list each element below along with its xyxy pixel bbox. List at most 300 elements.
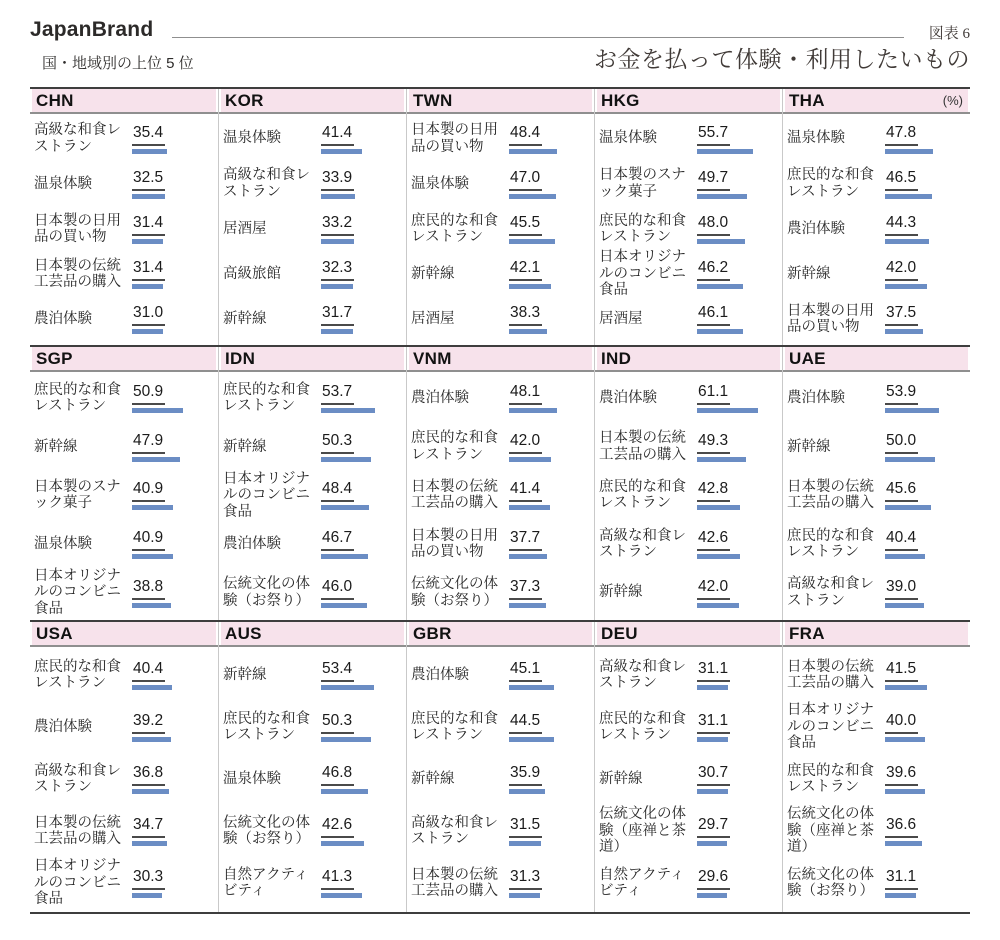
item-label: 庶民的な和食レストラン — [599, 212, 686, 245]
item-label: 高級な和食レストラン — [787, 576, 874, 609]
value-bar — [321, 239, 354, 244]
ranking-item — [599, 649, 782, 701]
item-value: 31.5 — [509, 816, 542, 838]
ranking-item — [223, 297, 406, 342]
item-value-block — [132, 712, 171, 742]
value-bar — [132, 893, 162, 898]
item-label: 新幹線 — [411, 265, 455, 282]
item-value-block — [885, 480, 931, 510]
ranking-item — [599, 161, 782, 206]
item-value: 35.9 — [509, 764, 542, 786]
value-bar — [885, 239, 929, 244]
ranking-item — [599, 520, 782, 569]
item-value: 42.0 — [885, 259, 918, 281]
item-label: 居酒屋 — [223, 220, 267, 237]
ranking-item — [223, 116, 406, 161]
item-value-block — [697, 259, 743, 289]
ranking-item — [34, 701, 218, 753]
ranking-item — [599, 471, 782, 520]
item-label: 新幹線 — [599, 770, 643, 787]
item-label: 日本製の日用品の買い物 — [411, 527, 498, 561]
country-code-label: AUS — [225, 623, 262, 643]
item-value: 48.4 — [509, 124, 542, 146]
value-bar — [697, 329, 743, 334]
item-value: 30.3 — [132, 868, 165, 890]
value-bar — [885, 841, 922, 846]
item-value: 48.0 — [697, 214, 730, 236]
item-value: 37.7 — [509, 529, 542, 551]
country-header-band — [407, 622, 594, 647]
ranking-item — [411, 701, 594, 753]
item-value: 47.0 — [509, 169, 542, 191]
value-bar — [509, 284, 551, 289]
item-label: 日本製の伝統工芸品の購入 — [34, 814, 121, 847]
item-value: 46.7 — [321, 529, 354, 551]
value-bar — [697, 893, 727, 898]
ranking-item — [411, 805, 594, 857]
value-bar — [885, 149, 933, 154]
ranking-list — [595, 114, 782, 345]
item-label: 農泊体験 — [223, 535, 281, 552]
item-value-block — [509, 578, 546, 608]
item-value-block — [697, 480, 740, 510]
value-bar — [509, 457, 551, 462]
item-label: 温泉体験 — [223, 130, 281, 147]
value-bar — [885, 789, 925, 794]
item-label: 庶民的な和食レストラン — [223, 710, 310, 743]
value-bar — [321, 841, 364, 846]
ranking-list — [783, 114, 970, 345]
item-value-block — [509, 383, 557, 413]
item-value-block — [885, 816, 922, 846]
item-value: 42.0 — [509, 432, 542, 454]
ranking-item — [223, 649, 406, 701]
item-value: 46.5 — [885, 169, 918, 191]
item-value-block — [509, 712, 554, 742]
item-value-block — [321, 816, 364, 846]
country-row — [30, 345, 970, 620]
ranking-list — [407, 114, 594, 345]
item-label: 日本製の日用品の買い物 — [411, 122, 498, 155]
item-value: 40.4 — [132, 660, 165, 682]
item-value: 40.9 — [132, 529, 165, 551]
item-label: 庶民的な和食レストラン — [223, 381, 310, 415]
country-header-band-fill — [32, 622, 216, 645]
country-code-label: HKG — [601, 90, 640, 110]
item-label: 庶民的な和食レストラン — [599, 478, 686, 512]
item-value-block — [321, 383, 375, 413]
item-label: 農泊体験 — [411, 390, 469, 407]
item-value-block — [132, 383, 183, 413]
value-bar — [132, 194, 165, 199]
item-label: 農泊体験 — [411, 666, 469, 683]
item-value: 36.8 — [132, 764, 165, 786]
item-value: 46.2 — [697, 259, 730, 281]
item-value-block — [132, 214, 165, 244]
item-value-block — [321, 578, 367, 608]
country-grid — [30, 87, 970, 914]
ranking-item — [787, 649, 970, 701]
ranking-item — [411, 423, 594, 472]
item-label: 居酒屋 — [411, 311, 455, 328]
ranking-item — [599, 297, 782, 342]
item-value: 47.8 — [885, 124, 918, 146]
item-value: 42.6 — [697, 529, 730, 551]
ranking-item — [599, 753, 782, 805]
value-bar — [321, 789, 368, 794]
value-bar — [321, 408, 375, 413]
item-label: 温泉体験 — [223, 770, 281, 787]
value-bar — [321, 284, 353, 289]
country-code-label: KOR — [225, 90, 264, 110]
ranking-item — [34, 252, 218, 297]
ranking-list — [219, 647, 406, 912]
value-bar — [697, 284, 743, 289]
country-block — [406, 89, 594, 345]
item-value: 39.2 — [132, 712, 165, 734]
country-header-band — [219, 89, 406, 114]
item-value: 42.8 — [697, 480, 730, 502]
item-value-block — [885, 578, 924, 608]
item-label: 日本製の伝統工芸品の購入 — [787, 478, 874, 512]
ranking-list — [407, 372, 594, 620]
value-bar — [509, 239, 555, 244]
item-label: 農泊体験 — [787, 220, 845, 237]
value-bar — [697, 841, 727, 846]
item-value-block — [132, 480, 173, 510]
page-title: お金を払って体験・利用したいもの — [594, 47, 970, 72]
value-bar — [321, 194, 355, 199]
item-value-block — [697, 578, 739, 608]
item-label: 新幹線 — [599, 584, 643, 601]
item-label: 温泉体験 — [599, 130, 657, 147]
ranking-item — [223, 161, 406, 206]
ranking-item — [34, 649, 218, 701]
country-header-band-fill — [221, 347, 404, 370]
item-label: 温泉体験 — [787, 130, 845, 147]
item-value: 44.5 — [509, 712, 542, 734]
value-bar — [132, 505, 173, 510]
ranking-item — [34, 297, 218, 342]
item-value: 50.3 — [321, 712, 354, 734]
country-header-band — [595, 89, 782, 114]
ranking-item — [223, 701, 406, 753]
item-value: 33.2 — [321, 214, 354, 236]
item-value-block — [697, 383, 758, 413]
ranking-item — [599, 568, 782, 617]
country-block — [406, 622, 594, 912]
ranking-list — [595, 372, 782, 620]
item-value-block — [885, 383, 939, 413]
item-label: 新幹線 — [223, 438, 267, 455]
item-label: 庶民的な和食レストラン — [787, 167, 874, 200]
country-block — [218, 347, 406, 620]
item-value: 29.7 — [697, 816, 730, 838]
item-value: 39.6 — [885, 764, 918, 786]
item-value: 50.9 — [132, 383, 165, 405]
item-value: 29.6 — [697, 868, 730, 890]
item-value: 42.6 — [321, 816, 354, 838]
item-value-block — [509, 169, 556, 199]
item-label: 日本製の伝統工芸品の購入 — [411, 478, 498, 512]
value-bar — [321, 505, 369, 510]
item-label: 農泊体験 — [787, 390, 845, 407]
item-value-block — [132, 529, 173, 559]
country-header-band — [783, 89, 970, 114]
country-code-label: UAE — [789, 348, 826, 368]
item-label: 高級な和食レストラン — [599, 658, 686, 691]
ranking-item — [599, 805, 782, 857]
value-bar — [132, 239, 163, 244]
item-value-block — [321, 124, 362, 154]
item-value-block — [509, 432, 551, 462]
item-value-block — [509, 214, 555, 244]
item-value: 31.4 — [132, 259, 165, 281]
value-bar — [321, 149, 362, 154]
item-value-block — [885, 124, 933, 154]
ranking-item — [223, 423, 406, 472]
item-label: 庶民的な和食レストラン — [34, 658, 121, 691]
item-value-block — [321, 480, 369, 510]
ranking-list — [219, 372, 406, 620]
country-code-label: SGP — [36, 348, 73, 368]
value-bar — [697, 685, 728, 690]
value-bar — [132, 841, 167, 846]
country-header-band-fill — [597, 347, 780, 370]
ranking-item — [787, 471, 970, 520]
item-value: 32.5 — [132, 169, 165, 191]
item-value-block — [885, 529, 925, 559]
ranking-item — [787, 206, 970, 251]
value-bar — [509, 149, 557, 154]
item-label: 農泊体験 — [34, 311, 92, 328]
country-code-label: IND — [601, 348, 632, 368]
value-bar — [885, 737, 925, 742]
item-value-block — [697, 304, 743, 334]
item-value: 38.8 — [132, 578, 165, 600]
ranking-item — [411, 374, 594, 423]
item-value-block — [321, 529, 368, 559]
header-rule-line — [172, 37, 904, 38]
country-header-band-fill — [409, 347, 592, 370]
item-value-block — [132, 432, 180, 462]
country-code-label: VNM — [413, 348, 452, 368]
item-value-block — [509, 480, 550, 510]
country-header-band-fill — [221, 89, 404, 112]
country-block — [218, 622, 406, 912]
item-label: 日本製の伝統工芸品の購入 — [34, 257, 121, 291]
item-label: 日本オリジナルのコンビニ食品 — [34, 567, 121, 617]
ranking-item — [787, 374, 970, 423]
ranking-item — [411, 753, 594, 805]
page-subtitle: 国・地域別の上位 5 位 — [42, 55, 194, 72]
value-bar — [132, 457, 180, 462]
item-value: 31.0 — [132, 304, 165, 326]
item-value-block — [697, 816, 730, 846]
item-value: 50.0 — [885, 432, 918, 454]
item-value-block — [885, 764, 925, 794]
item-value: 47.9 — [132, 432, 165, 454]
value-bar — [697, 408, 758, 413]
item-label: 高級な和食レストラン — [223, 167, 310, 200]
item-label: 日本製の日用品の買い物 — [787, 302, 874, 336]
ranking-item — [411, 297, 594, 342]
ranking-item — [34, 423, 218, 472]
country-row — [30, 87, 970, 345]
item-label: 新幹線 — [411, 770, 455, 787]
item-value-block — [509, 660, 554, 690]
value-bar — [885, 457, 935, 462]
item-value-block — [132, 868, 165, 898]
item-label: 伝統文化の体験（座禅と茶道） — [599, 806, 686, 856]
item-value-block — [509, 816, 542, 846]
ranking-item — [599, 374, 782, 423]
item-value-block — [132, 764, 169, 794]
item-value-block — [132, 660, 172, 690]
item-label: 居酒屋 — [599, 311, 643, 328]
value-bar — [132, 329, 163, 334]
value-bar — [321, 457, 371, 462]
item-value: 61.1 — [697, 383, 730, 405]
ranking-list — [595, 647, 782, 912]
item-value: 49.3 — [697, 432, 730, 454]
value-bar — [132, 408, 183, 413]
item-value: 39.0 — [885, 578, 918, 600]
item-value-block — [697, 214, 745, 244]
country-block — [594, 89, 782, 345]
ranking-item — [787, 753, 970, 805]
item-value-block — [697, 169, 747, 199]
ranking-item — [223, 520, 406, 569]
value-bar — [321, 893, 362, 898]
ranking-item — [411, 161, 594, 206]
country-code-label: IDN — [225, 348, 256, 368]
value-bar — [321, 603, 367, 608]
item-value: 36.6 — [885, 816, 918, 838]
value-bar — [697, 457, 746, 462]
item-value-block — [132, 169, 165, 199]
value-bar — [697, 239, 745, 244]
ranking-item — [787, 116, 970, 161]
country-header-band — [783, 622, 970, 647]
value-bar — [509, 893, 540, 898]
item-value: 53.7 — [321, 383, 354, 405]
value-bar — [885, 284, 927, 289]
item-value: 34.7 — [132, 816, 165, 838]
item-value-block — [509, 304, 547, 334]
item-label: 新幹線 — [787, 265, 831, 282]
value-bar — [509, 408, 557, 413]
item-label: 新幹線 — [223, 311, 267, 328]
ranking-item — [787, 701, 970, 753]
value-bar — [132, 603, 171, 608]
item-label: 日本製の伝統工芸品の購入 — [787, 658, 874, 691]
ranking-item — [787, 857, 970, 909]
item-label: 日本製のスナック菓子 — [599, 167, 686, 200]
value-bar — [132, 737, 171, 742]
country-header-band-fill — [221, 622, 404, 645]
value-bar — [509, 685, 554, 690]
item-label: 温泉体験 — [34, 535, 92, 552]
ranking-item — [787, 252, 970, 297]
item-label: 新幹線 — [787, 438, 831, 455]
item-value: 40.0 — [885, 712, 918, 734]
ranking-item — [34, 568, 218, 617]
value-bar — [509, 603, 546, 608]
ranking-item — [787, 568, 970, 617]
value-bar — [885, 329, 923, 334]
ranking-item — [787, 297, 970, 342]
item-value: 40.9 — [132, 480, 165, 502]
item-label: 日本製の伝統工芸品の購入 — [599, 430, 686, 463]
value-bar — [509, 554, 547, 559]
item-value: 48.4 — [321, 480, 354, 502]
ranking-item — [34, 520, 218, 569]
item-value-block — [885, 214, 929, 244]
item-value: 45.5 — [509, 214, 542, 236]
item-value-block — [132, 124, 167, 154]
ranking-item — [223, 471, 406, 520]
country-block — [782, 622, 970, 912]
item-value-block — [321, 304, 354, 334]
item-value-block — [697, 868, 730, 898]
country-block — [782, 89, 970, 345]
value-bar — [885, 194, 932, 199]
item-label: 庶民的な和食レストラン — [411, 430, 498, 463]
item-value-block — [321, 712, 371, 742]
ranking-item — [411, 568, 594, 617]
country-code-label: FRA — [789, 623, 825, 643]
item-value-block — [885, 432, 935, 462]
item-value: 37.5 — [885, 304, 918, 326]
item-value-block — [697, 712, 730, 742]
ranking-item — [34, 374, 218, 423]
item-value: 30.7 — [697, 764, 730, 786]
item-label: 日本オリジナルのコンビニ食品 — [223, 470, 310, 520]
item-label: 新幹線 — [223, 666, 267, 683]
item-value: 31.3 — [509, 868, 542, 890]
item-value-block — [697, 764, 730, 794]
item-value: 31.1 — [697, 660, 730, 682]
country-code-label: DEU — [601, 623, 638, 643]
country-block — [218, 89, 406, 345]
ranking-list — [219, 114, 406, 345]
item-value-block — [885, 259, 927, 289]
country-block — [30, 89, 218, 345]
ranking-item — [411, 206, 594, 251]
item-value: 49.7 — [697, 169, 730, 191]
ranking-item — [223, 753, 406, 805]
country-code-label: GBR — [413, 623, 452, 643]
item-value: 33.9 — [321, 169, 354, 191]
item-value: 32.3 — [321, 259, 354, 281]
item-label: 日本オリジナルのコンビニ食品 — [599, 249, 686, 299]
country-code-label: TWN — [413, 90, 453, 110]
item-value: 31.7 — [321, 304, 354, 326]
value-bar — [885, 408, 939, 413]
ranking-item — [34, 857, 218, 909]
item-label: 伝統文化の体験（お祭り） — [411, 576, 498, 609]
item-label: 日本製の日用品の買い物 — [34, 212, 121, 245]
value-bar — [885, 603, 924, 608]
country-header-band — [30, 89, 218, 114]
item-label: 高級な和食レストラン — [599, 527, 686, 561]
ranking-item — [599, 423, 782, 472]
item-value-block — [132, 578, 171, 608]
item-value-block — [321, 660, 374, 690]
item-label: 高級な和食レストラン — [411, 814, 498, 847]
ranking-item — [34, 206, 218, 251]
